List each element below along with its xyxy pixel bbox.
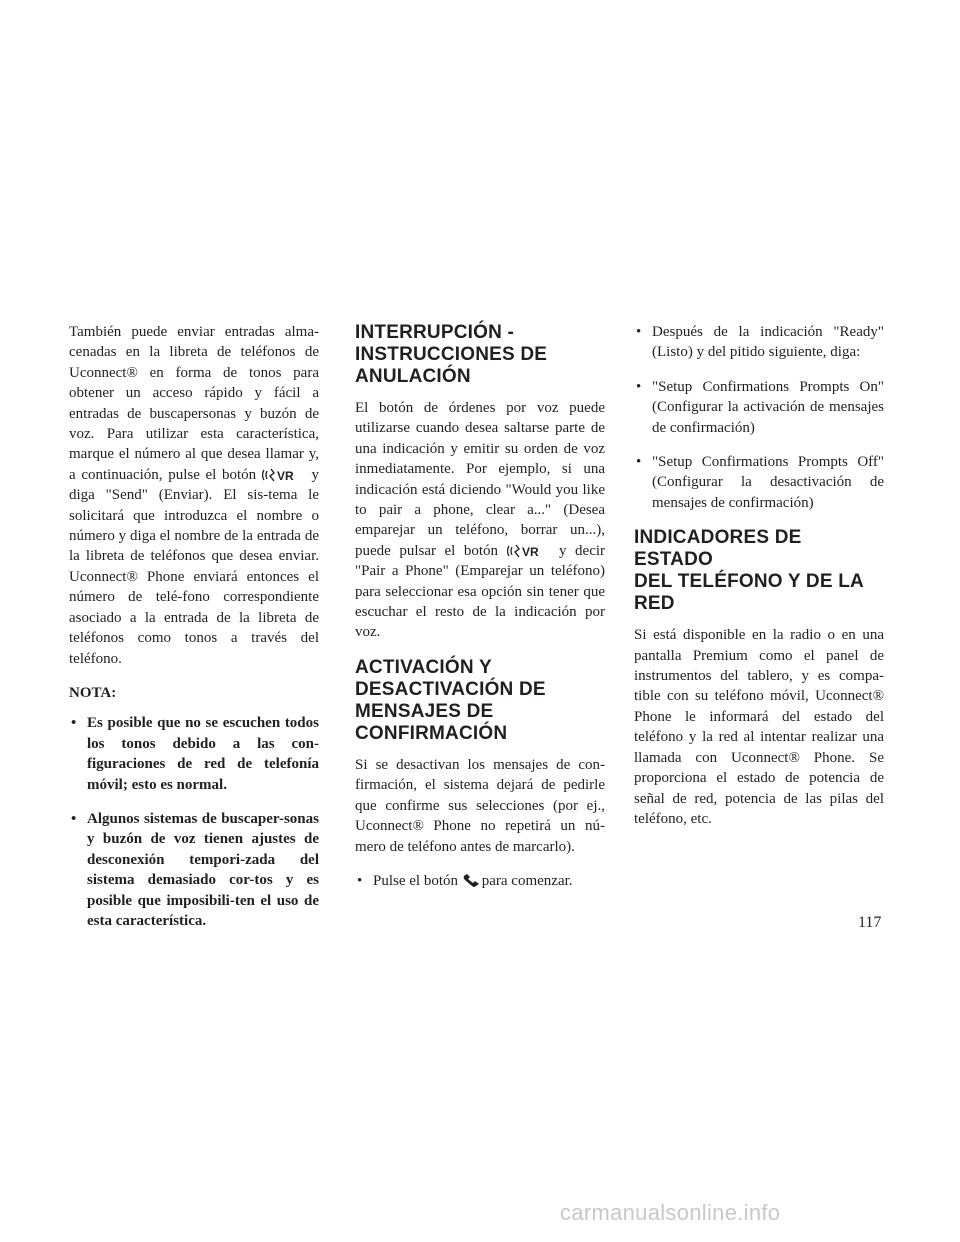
list-item [634,377,884,438]
confirmation-list [634,322,884,513]
column-right [634,322,884,843]
column-left [69,322,319,945]
column-middle [355,322,605,905]
list-item [634,452,884,513]
heading-indicadores [634,527,884,615]
page-number: 117 [858,914,882,931]
heading-interrupcion [355,322,605,388]
nota-item-text: Algunos sistemas de buscaper-sonas y buzón de voz tienen ajustes de desconexión tempori-zada del sistema demasiado cor-tos y es posible que imposibili-ten el uso de esta característica. [87,810,319,929]
heading-line: INDICADORES DE ESTADO [634,527,802,571]
voice-vr-icon [262,468,306,482]
activacion-paragraph: Si se desactivan los mensajes de con-firmación, el sistema dejará de pedirle que confirme sus selecciones (por ej., Uconnect® Phone no repetirá un nú-mero de teléfono antes de marcarlo). [355,756,605,855]
intro-text-part1: También puede enviar entradas alma-cenadas en la libreta de teléfonos de Uconnect® en forma de tonos para obtener un acceso rápido y fácil a entradas de buscapersonas y buzón de voz. Para utilizar esta característica, marque el número al que desea llamar y, a continuación, pulse el botón [69,324,319,483]
nota-item-text: Es posible que no se escuchen todos los tonos debido a las con-figuraciones de red de telefonía móvil; esto es normal. [87,715,319,793]
watermark: carmanualsonline.info [560,1200,781,1225]
list-item [69,713,319,795]
heading-line: RED [634,593,675,615]
heading-line: DESACTIVACIÓN DE [355,678,546,700]
list-item [69,809,319,931]
intro-paragraph [69,322,319,669]
interrupcion-text-part2: y decir "Pair a Phone" (Emparejar un teléfono) para seleccionar esa opción sin tener que escuchar el resto de la indicación por voz. [355,542,606,641]
activacion-list [355,871,605,891]
voice-vr-icon [507,544,551,558]
interrupcion-text-part1: El botón de órdenes por voz puede utilizarse cuando desea saltarse parte de una indicación y emitir su orden de voz inmediatamente. Por ejemplo, si una indicación está diciendo "Would you like to pair a phone, clear a..." (Desea emparejar un teléfono, borrar un...), puede pulsar el botón [355,400,605,559]
bullet-text: Después de la indicación "Ready" (Listo) y del pitido siguiente, diga: [652,324,884,361]
interrupcion-paragraph [355,398,605,643]
bullet-text-part1: Pulse el botón [373,872,458,889]
bullet: • [357,872,363,889]
heading-line: ANULACIÓN [355,366,471,387]
bullet: • [636,454,642,471]
heading-line: INTERRUPCIÓN - [355,322,515,343]
list-item [355,871,605,891]
heading-activacion [355,657,605,745]
heading-line: CONFIRMACIÓN [355,722,508,744]
svg-text:VR: VR [276,469,294,483]
bullet: • [636,378,642,395]
nota-label: NOTA: [69,684,117,701]
intro-text-part2: y diga "Send" (Enviar). El sis-tema le solicitará que introduzca el nombre o número y diga el nombre de la entrada de la libreta de teléfonos que desea enviar. Uconnect® Phone enviará entonces el número de telé-fono correspondiente asociado a la entrada de la libreta de teléfonos como tonos a través del teléfono. [69,466,320,667]
heading-line: MENSAJES DE [355,700,494,722]
bullet: • [71,715,77,732]
indicadores-paragraph: Si está disponible en la radio o en una pantalla Premium como el panel de instrumentos del tablero, y es compa-tible con su teléfono móvil, Uconnect® Phone le informará del estado del teléfono y la red al intentar realizar una llamada con Uconnect® Phone. Se proporciona el estado de potencia de señal de red, potencia de las pilas del teléfono, etc. [634,627,884,827]
list-item [634,322,884,363]
bullet-text: "Setup Confirmations Prompts Off" (Configurar la desactivación de mensajes de confirmación) [652,454,884,511]
phone-icon [462,874,482,888]
bullet: • [71,810,77,827]
bullet-text-part2: para comenzar. [481,872,573,889]
bullet: • [636,324,642,340]
svg-text:VR: VR [521,545,539,559]
heading-line: ACTIVACIÓN Y [355,656,492,678]
heading-line: INSTRUCCIONES DE [355,344,548,365]
bullet-text: "Setup Confirmations Prompts On" (Configurar la activación de mensajes de confirmación) [652,378,884,436]
nota-list [69,713,319,931]
heading-line: DEL TELÉFONO Y DE LA [634,571,864,593]
